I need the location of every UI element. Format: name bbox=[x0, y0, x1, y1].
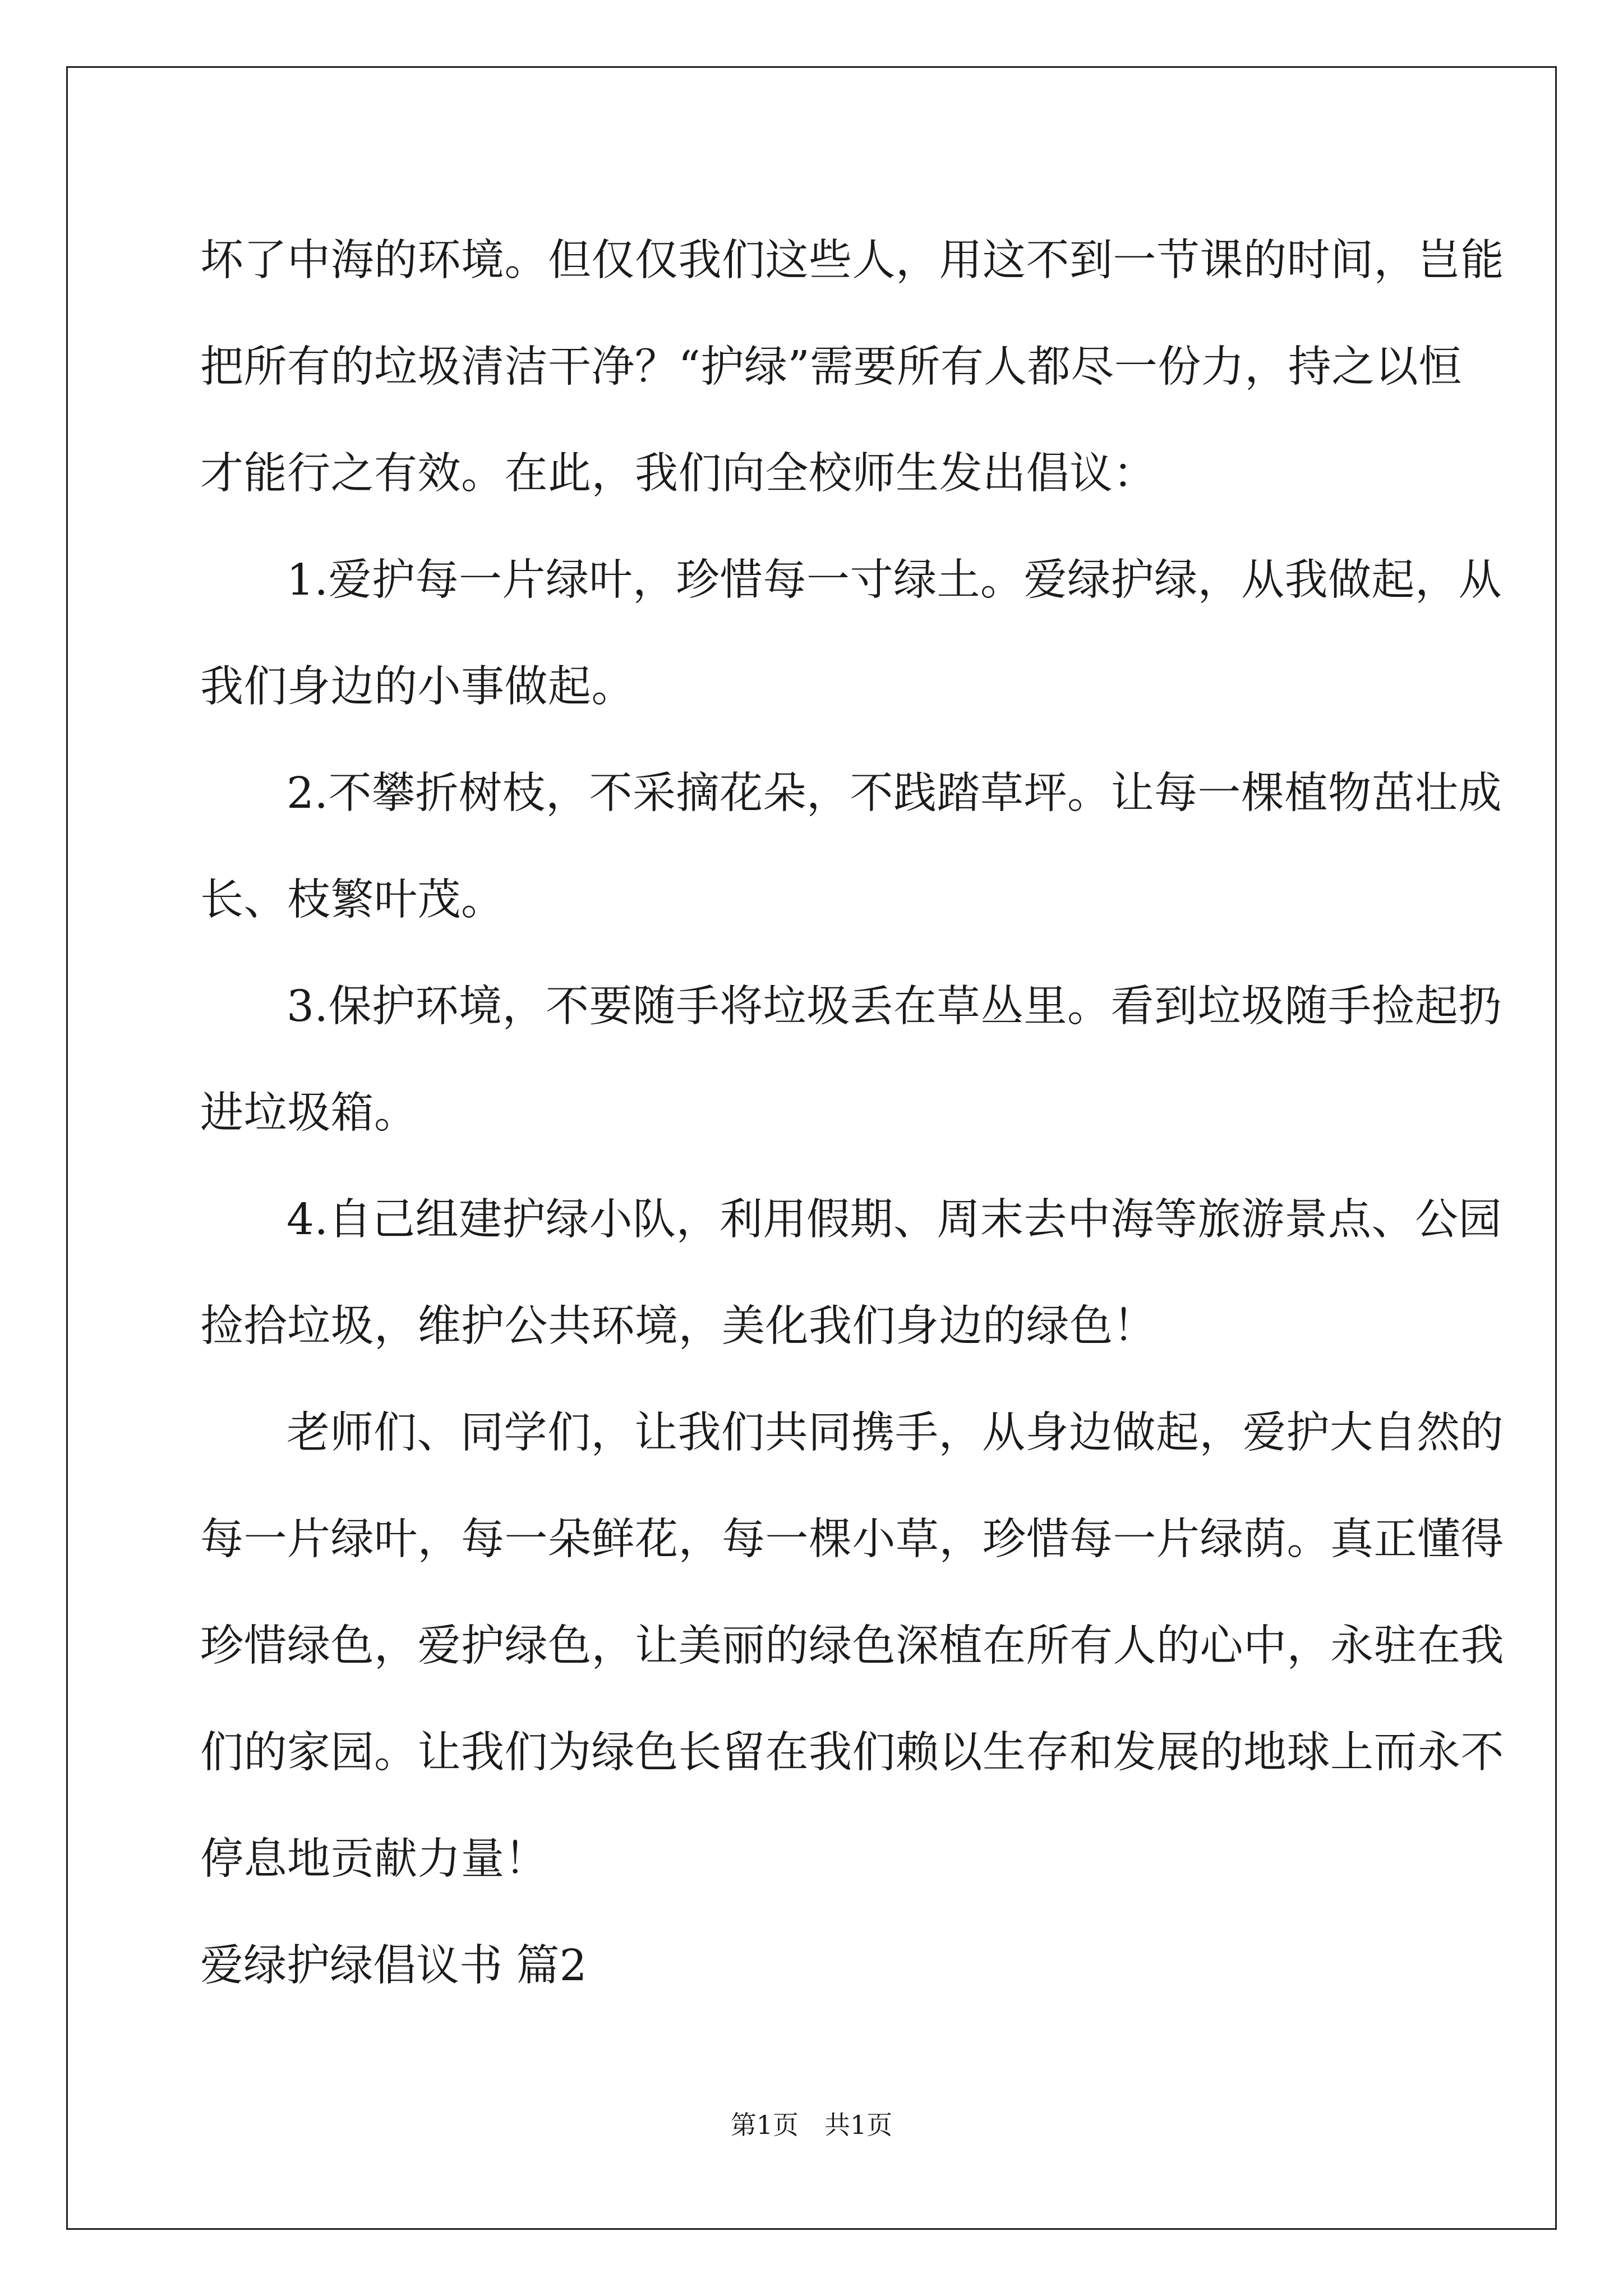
page-footer: 第1页 共1页 bbox=[730, 2110, 893, 2140]
list-item-1: 1.爱护每一片绿叶，珍惜每一寸绿土。爱绿护绿，从我做起，从 bbox=[287, 555, 1502, 605]
document-body bbox=[200, 208, 1504, 2019]
text-line: 把所有的垃圾清洁干净？“护绿”需要所有人都尽一份力，持之以恒 bbox=[200, 342, 1462, 392]
text-line: 每一片绿叶，每一朵鲜花，每一棵小草，珍惜每一片绿荫。真正懂得 bbox=[200, 1515, 1504, 1565]
text-line: 捡拾垃圾，维护公共环境，美化我们身边的绿色！ bbox=[200, 1301, 1156, 1351]
list-item-2: 2.不攀折树枝，不采摘花朵，不践踏草坪。让每一棵植物茁壮成 bbox=[287, 769, 1502, 818]
list-item-4: 4.自己组建护绿小队，利用假期、周末去中海等旅游景点、公园 bbox=[287, 1195, 1502, 1245]
section-heading: 爱绿护绿倡议书 篇2 bbox=[200, 1941, 587, 1991]
text-line: 珍惜绿色，爱护绿色，让美丽的绿色深植在所有人的心中，永驻在我 bbox=[200, 1621, 1504, 1671]
text-line: 进垃圾箱。 bbox=[200, 1088, 418, 1138]
text-line: 坏了中海的环境。但仅仅我们这些人，用这不到一节课的时间，岂能 bbox=[200, 236, 1504, 286]
closing-paragraph: 老师们、同学们，让我们共同携手，从身边做起，爱护大自然的 bbox=[287, 1408, 1504, 1458]
text-line: 们的家园。让我们为绿色长留在我们赖以生存和发展的地球上而永不 bbox=[200, 1728, 1504, 1778]
text-line: 才能行之有效。在此，我们向全校师生发出倡议： bbox=[200, 449, 1156, 499]
text-line: 长、枝繁叶茂。 bbox=[200, 875, 505, 925]
list-item-3: 3.保护环境，不要随手将垃圾丢在草丛里。看到垃圾随手捡起扔 bbox=[287, 982, 1502, 1032]
text-line: 我们身边的小事做起。 bbox=[200, 662, 635, 712]
text-line: 停息地贡献力量！ bbox=[200, 1834, 548, 1884]
